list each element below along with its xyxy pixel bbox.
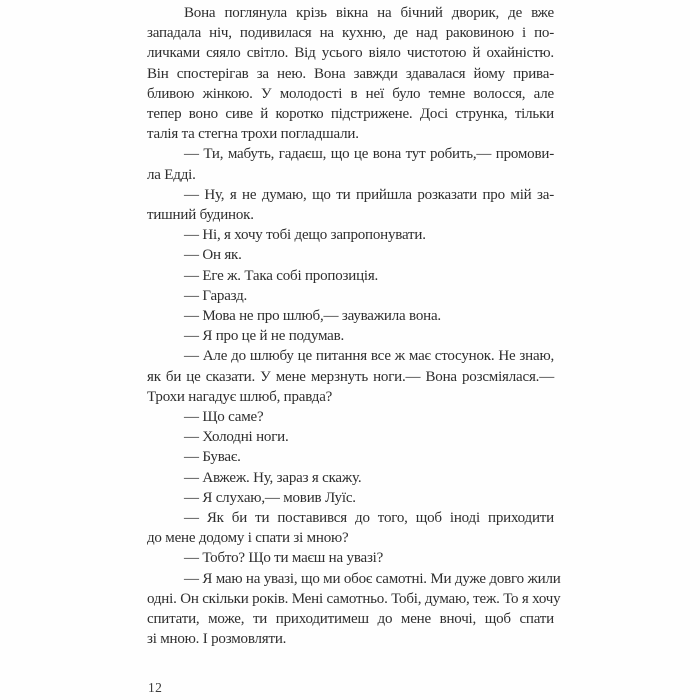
text-line: — Холодні ноги. (184, 429, 289, 446)
paragraph (147, 185, 554, 225)
paragraph (147, 144, 554, 184)
text-line: — Авжеж. Ну, зараз я скажу. (184, 469, 362, 486)
text-line: тишний будинок. (147, 207, 254, 224)
text-line: як би це сказати. У мене мерзнуть ноги.— Вона розсміялася.— (147, 368, 554, 385)
paragraph (147, 468, 554, 488)
text-line: тепер воно сиве й коротко підстрижене. Досі струнка, тільки (147, 106, 554, 123)
text-line: — Я слухаю,— мовив Луїс. (184, 489, 356, 506)
paragraph (147, 286, 554, 306)
text-line: Вона поглянула крізь вікна на бічний дворик, де вже (184, 5, 554, 21)
text-line: западала ніч, подивилася на кухню, де над раковиною і по- (147, 25, 554, 42)
paragraph (147, 447, 554, 467)
paragraph (147, 427, 554, 447)
paragraph (147, 306, 554, 326)
paragraph (147, 508, 554, 548)
text-line: до мене додому і спати зі мною? (147, 530, 349, 547)
text-line: — Буває. (184, 449, 241, 466)
paragraph (147, 3, 554, 144)
text-line: ла Едді. (147, 166, 196, 183)
text-line: — Гаразд. (184, 287, 248, 304)
text-line: Трохи нагадує шлюб, правда? (147, 388, 333, 405)
paragraph (147, 488, 554, 508)
page-number: 12 (148, 680, 163, 695)
text-line: личками сяяло світло. Від усього віяло чистотою й охайністю. (147, 45, 554, 62)
paragraph (147, 548, 554, 568)
text-line: — Ти, мабуть, гадаєш, що це вона тут робить,— промови- (184, 146, 554, 163)
text-line: — Тобто? Що ти маєш на увазі? (184, 550, 384, 567)
text-line: — Як би ти поставився до того, щоб іноді приходити (184, 510, 554, 527)
paragraph (147, 407, 554, 427)
text-line: — Але до шлюбу це питання все ж має стосунок. Не знаю, (184, 348, 554, 365)
paragraph (147, 245, 554, 265)
text-line: одні. Он скільки років. Мені самотньо. Тобі, думаю, теж. То я хочу (147, 590, 561, 607)
text-line: — Я про це й не подумав. (184, 328, 345, 345)
text-line: бливою жінкою. У молодості в неї було темне волосся, але (147, 85, 554, 102)
text-line: — Он як. (184, 247, 242, 264)
text-line: зі мною. І розмовляти. (147, 631, 287, 648)
paragraph (147, 326, 554, 346)
text-line: спитати, може, ти приходитимеш до мене вночі, щоб спати (147, 611, 554, 628)
paragraph (147, 225, 554, 245)
text-line: — Що саме? (184, 409, 264, 426)
paragraph (147, 346, 554, 407)
page-text (147, 3, 561, 650)
text-line: — Ну, я не думаю, що ти прийшла розказати про мій за- (184, 186, 554, 203)
text-line: — Я маю на увазі, що ми обоє самотні. Ми дуже довго жили (184, 570, 561, 587)
text-line: — Мова не про шлюб,— зауважила вона. (184, 308, 441, 325)
paragraph (147, 569, 561, 650)
text-line: талія та стегна трохи погладшали. (147, 126, 359, 143)
text-line: Він спостерігав за нею. Вона завжди здавалася йому прива- (147, 65, 554, 82)
text-line: — Ні, я хочу тобі дещо запропонувати. (184, 227, 426, 244)
paragraph (147, 266, 554, 286)
text-line: — Еге ж. Така собі пропозиція. (184, 267, 379, 284)
